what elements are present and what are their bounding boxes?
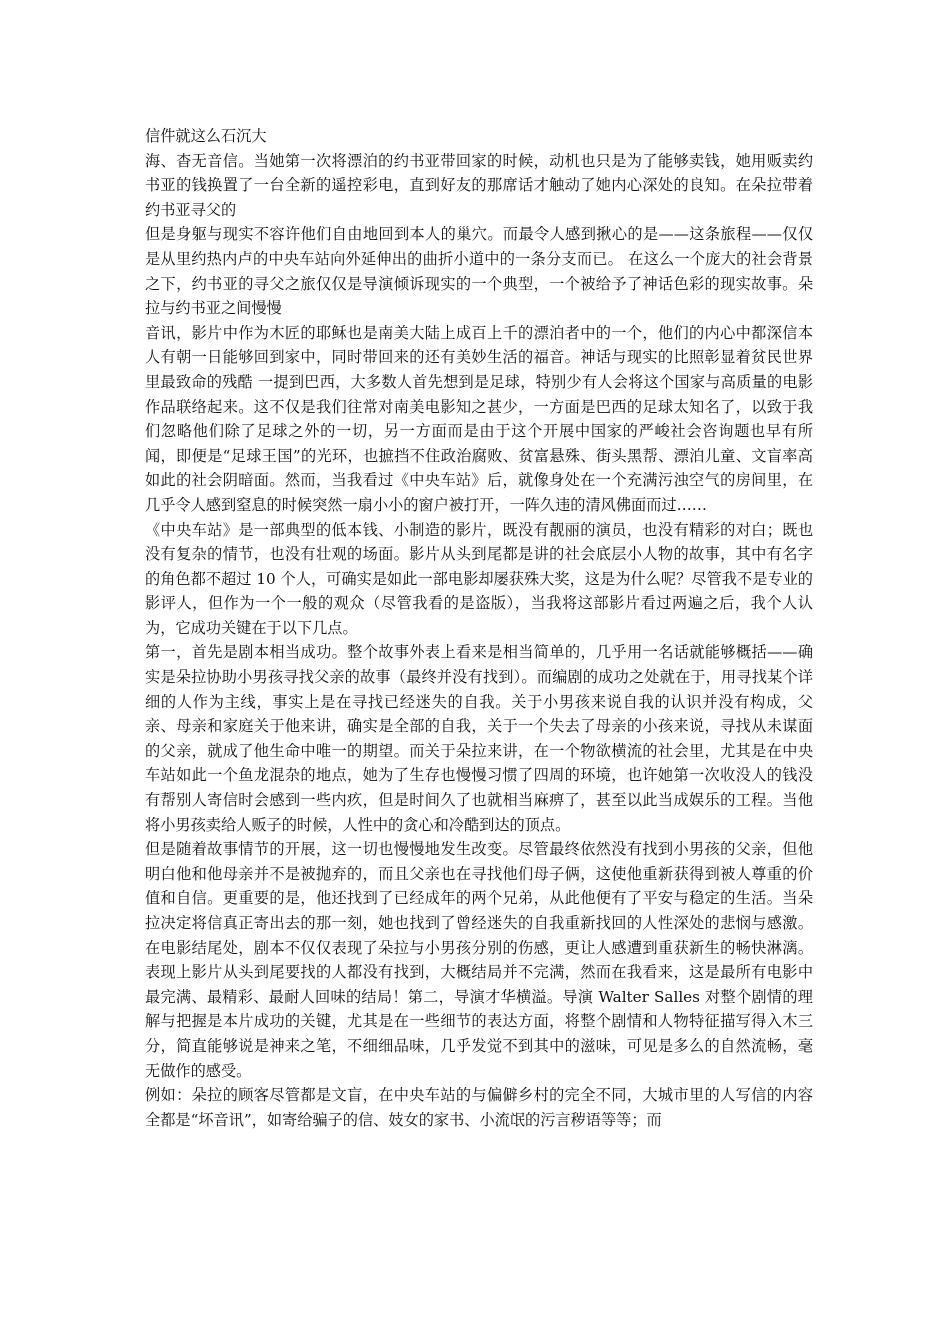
paragraph-2: 海、杳无音信。当她第一次将漂泊的约书亚带回家的时候，动机也只是为了能够卖钱，她用贩卖约书亚的钱换置了一台全新的遥控彩电，直到好友的那席话才触动了她内心深处的良知。在朵拉带着约书亚寻父的 <box>145 151 813 219</box>
paragraph-5: 《中央车站》是一部典型的低本钱、小制造的影片，既没有靓丽的演员，也没有精彩的对白；既也没有复杂的情节，也没有壮观的场面。影片从头到尾都是讲的社会底层小人物的故事，其中有名字的角色都不超过 10 个人，可确实是如此一部电影却屡获殊大奖，这是为什么呢？尽管我不是专业的影评人，但作为一个一般的观众（尽管我看的是盗版），当我将这部影片看过两遍之后，我个人认为，它成功关键在于以下几点。 <box>145 520 813 637</box>
paragraph-1: 信件就这么石沉大 <box>145 127 267 145</box>
paragraph-8: 例如：朵拉的顾客尽管都是文盲，在中央车站的与偏僻乡村的完全不同，大城市里的人写信的内容全都是“坏音讯”，如寄给骗子的信、妓女的家书、小流氓的污言秽语等等；而 <box>145 1086 813 1129</box>
document-page <box>145 124 813 1132</box>
paragraph-3: 但是身躯与现实不容许他们自由地回到本人的巢穴。而最令人感到揪心的是——这条旅程——仅仅是从里约热内卢的中央车站向外延伸出的曲折小道中的一条分支而已。 在这么一个庞大的社会背景之下，约书亚的寻父之旅仅仅是导演倾诉现实的一个典型，一个被给予了神话色彩的现实故事。朵拉与约书亚之间慢慢 <box>145 225 813 318</box>
paragraph-7: 但是随着故事情节的开展，这一切也慢慢地发生改变。尽管最终依然没有找到小男孩的父亲，但他明白他和他母亲并不是被抛弃的，而且父亲也在寻找他们母子俩，这使他重新获得到被人尊重的价值和自信。更重要的是，他还找到了已经成年的两个兄弟，从此他便有了平安与稳定的生活。当朵拉决定将信真正寄出去的那一刻，她也找到了曾经迷失的自我重新找回的人性深处的悲悯与感激。在电影结尾处，剧本不仅仅表现了朵拉与小男孩分别的伤感，更让人感遭到重获新生的畅快淋漓。表现上影片从头到尾要找的人都没有找到，大概结局并不完满，然而在我看来，这是最所有电影中最完满、最精彩、最耐人回味的结局！第二，导演才华横溢。导演 Walter Salles 对整个剧情的理解与把握是本片成功的关键，尤其是在一些细节的表达方面，将整个剧情和人物特征描写得入木三分，简直能够说是神来之笔，不细细品味，几乎发觉不到其中的滋味，可见是多么的自然流畅，毫无做作的感受。 <box>145 840 813 1080</box>
paragraph-6: 第一，首先是剧本相当成功。整个故事外表上看来是相当简单的，几乎用一名话就能够概括——确实是朵拉协助小男孩寻找父亲的故事（最终并没有找到）。而编剧的成功之处就在于，用寻找某个详细的人作为主线，事实上是在寻找已经迷失的自我。关于小男孩来说自我的认识并没有构成，父亲、母亲和家庭关于他来讲，确实是全部的自我，关于一个失去了母亲的小孩来说，寻找从未谋面的父亲，就成了他生命中唯一的期望。而关于朵拉来讲，在一个物欲横流的社会里，尤其是在中央车站如此一个鱼龙混杂的地点，她为了生存也慢慢习惯了四周的环境，也许她第一次收没人的钱没有帮别人寄信时会感到一些内疚，但是时间久了也就相当麻痹了，甚至以此当成娱乐的工程。当他将小男孩卖给人贩子的时候，人性中的贪心和冷酷到达的顶点。 <box>145 643 813 834</box>
paragraph-4: 音讯，影片中作为木匠的耶稣也是南美大陆上成百上千的漂泊者中的一个，他们的内心中都深信本人有朝一日能够回到家中，同时带回来的还有美妙生活的福音。神话与现实的比照彰显着贫民世界里最致命的残酷 一提到巴西，大多数人首先想到是足球，特别少有人会将这个国家与高质量的电影作品联络起来。这不仅是我们往常对南美电影知之甚少，一方面是巴西的足球太知名了，以致于我们忽略他们除了足球之外的一切，另一方面而是由于这个开展中国家的严峻社会咨询题也早有所闻，即便是“足球王国”的光环，也摭挡不住政治腐败、贫富悬殊、街头黑帮、漂泊儿童、文盲率高如此的社会阴暗面。然而，当我看过《中央车站》后，就像身处在一个充满污浊空气的房间里，在几乎令人感到窒息的时候突然一扇小小的窗户被打开，一阵久违的清风佛面而过…… <box>145 323 813 514</box>
